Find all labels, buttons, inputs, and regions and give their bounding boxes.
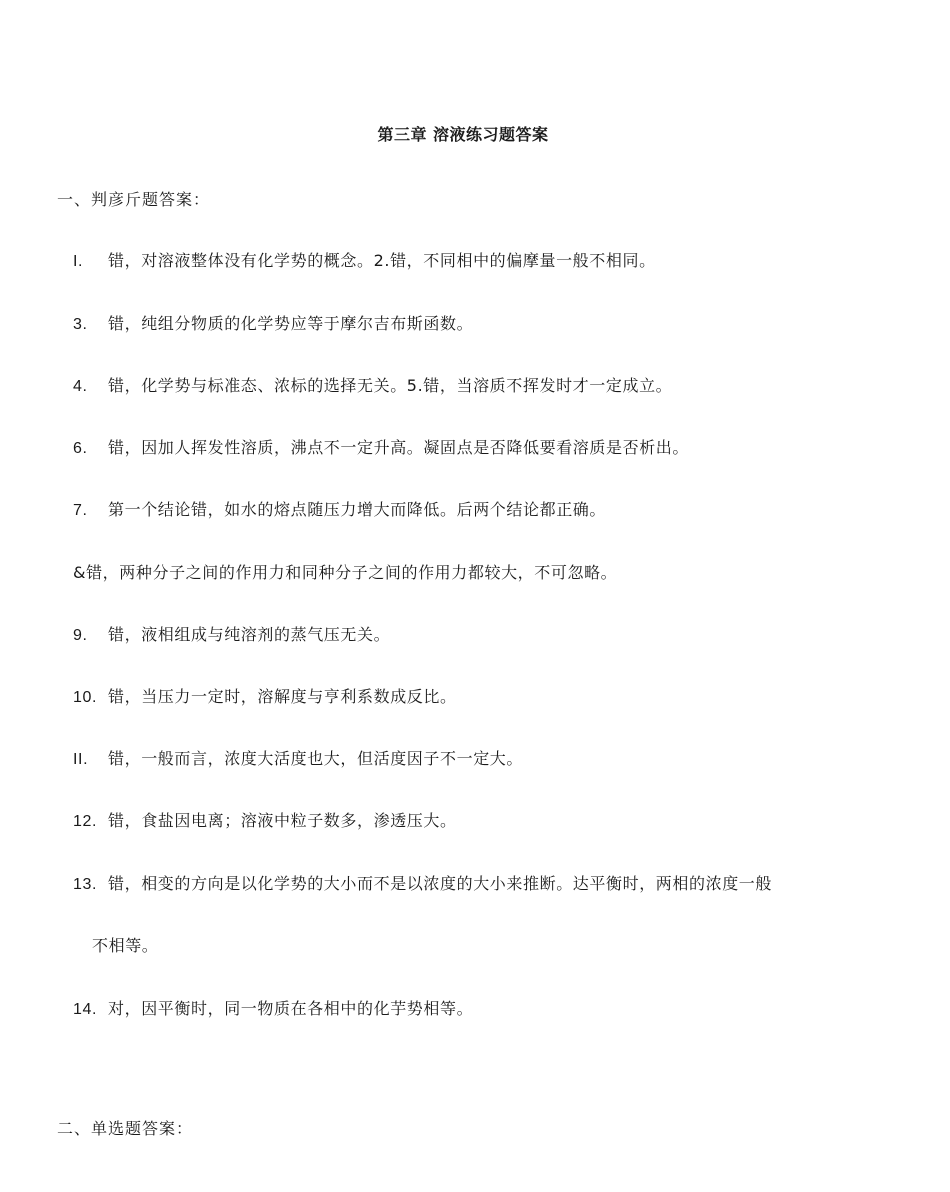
answer-text: 错，化学势与标准态、浓标的选择无关。5.错，当溶质不挥发时才一定成立。 xyxy=(108,376,673,395)
answer-text: &错，两种分子之间的作用力和同种分子之间的作用力都较大，不可忽略。 xyxy=(73,563,618,582)
answer-item xyxy=(73,497,606,520)
answer-item xyxy=(73,746,523,769)
answer-number: 10. xyxy=(73,689,98,706)
answer-number: 4. xyxy=(73,378,88,395)
answer-number: II. xyxy=(73,751,89,768)
section-heading-true-false: 一、判彦斤题答案： xyxy=(57,190,211,209)
answer-number: 3. xyxy=(73,316,88,333)
answer-text: 错，当压力一定时，溶解度与亨利系数成反比。 xyxy=(108,687,457,706)
answer-item xyxy=(73,996,473,1019)
answer-number: 14. xyxy=(73,1001,98,1018)
answer-text: 错，相变的方向是以化学势的大小而不是以浓度的大小来推断。达平衡时，两相的浓度一般 xyxy=(108,874,773,893)
answer-text: 错，液相组成与纯溶剂的蒸气压无关。 xyxy=(108,625,391,644)
answer-text: 第一个结论错，如水的熔点随压力增大而降低。后两个结论都正确。 xyxy=(108,500,607,519)
answer-text: 错，对溶液整体没有化学势的概念。2.错，不同相中的偏摩量一般不相同。 xyxy=(108,251,656,270)
answer-item xyxy=(73,871,772,894)
answer-item xyxy=(73,311,473,334)
section-heading-single-choice: 二、单选题答案： xyxy=(57,1119,194,1138)
answer-item xyxy=(73,435,689,458)
answer-item xyxy=(73,684,457,707)
answer-text: 错，一般而言，浓度大活度也大，但活度因子不一定大。 xyxy=(108,749,524,768)
answer-number: 9. xyxy=(73,627,88,644)
answer-item xyxy=(73,808,457,831)
answer-text: 错，食盐因电离；溶液中粒子数多，渗透压大。 xyxy=(108,811,457,830)
answer-text: 对，因平衡时，同一物质在各相中的化芋势相等。 xyxy=(108,999,474,1018)
answer-item xyxy=(73,560,617,583)
answer-continuation: 不相等。 xyxy=(92,936,159,955)
answer-text: 错，因加人挥发性溶质，沸点不一定升高。凝固点是否降低要看溶质是否析出。 xyxy=(108,438,690,457)
answer-number: I. xyxy=(73,253,84,270)
answer-number: 12. xyxy=(73,813,98,830)
answer-text: 错，纯组分物质的化学势应等于摩尔吉布斯函数。 xyxy=(108,314,474,333)
answer-item xyxy=(73,373,672,396)
answer-number: 7. xyxy=(73,502,88,519)
answer-number: 13. xyxy=(73,876,98,893)
answer-item xyxy=(73,248,656,271)
answer-number: 6. xyxy=(73,440,88,457)
page-title: 第三章 溶液练习题答案 xyxy=(377,125,549,144)
answer-item xyxy=(73,622,390,645)
